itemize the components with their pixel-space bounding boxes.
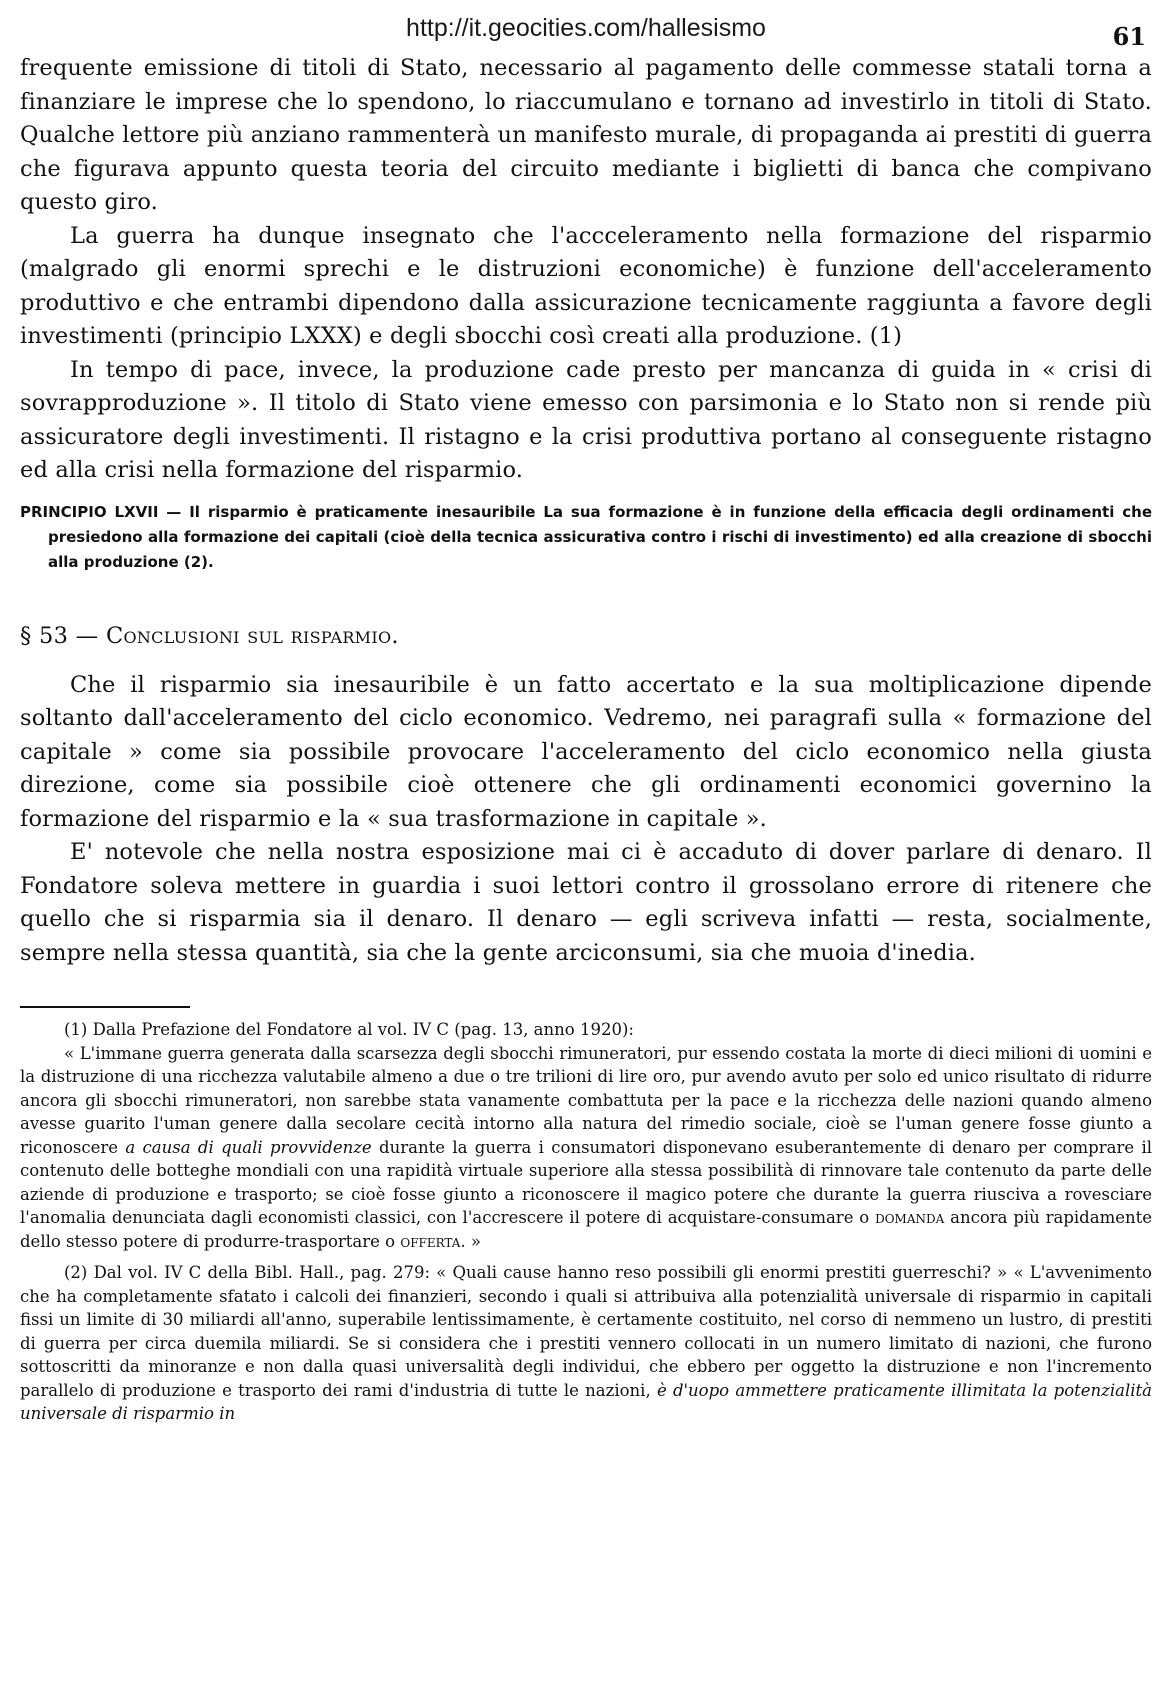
footnote-1-italic: a causa di quali provvidenze [125, 1137, 372, 1157]
footnote-1-heading: (1) Dalla Prefazione del Fondatore al vol. IV C (pag. 13, anno 1920): [64, 1020, 634, 1039]
paragraph-peace-time: In tempo di pace, invece, la produzione cade presto per mancanza di guida in « crisi di sovrapproduzione ». Il titolo di Stato viene emesso con parsimonia e lo Stato non si rende più assicuratore degli investimenti. Il ristagno e la crisi produttiva portano al conseguente ristagno ed alla crisi nella formazione del risparmio. [20, 356, 1152, 483]
section-heading [20, 623, 1152, 649]
footnote-2-text: (2) Dal vol. IV C della Bibl. Hall., pag. 279: « Quali cause hanno reso possibili gli enormi prestiti guerreschi? » « L'avvenimento che ha completamente sfatato i calcoli dei finanzieri, secondo i quali si attribuiva alla potenzialità universale di risparmio in capitali fissi un limite di 30 miliardi all'anno, superabile lentissimamente, è certamente costituito, nel corso di nemmeno un lustro, di prestiti di guerra per circa duemila miliardi. Se si considera che i prestiti vennero collocati in un numero limitato di nazioni, che furono sottoscritti da minoranze e non dalla quasi universalità degli individui, che ebbero per oggetto la distruzione e non l'incremento parallelo di produzione e trasporto dei rami d'industria di tutte le nazioni, [20, 1263, 1152, 1400]
page-header [20, 8, 1152, 52]
footnote-1-domanda: domanda [875, 1208, 945, 1227]
footnote-1-offerta: offerta. » [400, 1231, 482, 1251]
section-text [20, 669, 1152, 971]
main-text [20, 52, 1152, 488]
paragraph-conclusion-2: E' notevole che nella nostra esposizione mai ci è accaduto di dover parlare di denaro. Il Fondatore soleva mettere in guardia i suoi lettori contro il grossolano errore di ritenere che quello che si risparmia sia il denaro. Il denaro — egli scriveva infatti — resta, socialmente, sempre nella stessa quantità, sia che la gente arciconsumi, sia che muoia d'inedia. [20, 839, 1152, 966]
footnote-divider [20, 1006, 190, 1008]
section-title: Conclusioni sul risparmio. [105, 622, 399, 649]
footnote-1-text-b: durante la guerra i consumatori disponevano esuberantemente di denaro per comprare il contenuto delle botteghe mondiali con una rapidità virtuale superiore alla stessa possibilità di rinnovare tale contenuto da parte delle aziende di produzione e trasporto; se cioè fosse giunto a riconoscere il magico potere che durante la guerra riusciva a rovesciare l'anomalia denunciata dagli economisti classici, con l'accrescere il potere di acquistare-consumare o [20, 1137, 1153, 1227]
footnote-2-italic: è d'uopo ammettere praticamente illimitata la potenzialità universale di risparmio in [20, 1380, 1152, 1423]
footnote-1-quote [20, 1042, 1152, 1254]
paragraph-conclusion-1: Che il risparmio sia inesauribile è un fatto accertato e la sua moltiplicazione dipende soltanto dall'acceleramento del ciclo economico. Vedremo, nei paragrafi sulla « formazione del capitale » come sia possibile provocare l'acceleramento del ciclo economico nella giusta direzione, come sia possibile cioè ottenere che gli ordinamenti economici governino la formazione del risparmio e la « sua trasformazione in capitale ». [20, 671, 1152, 832]
source-url: http://it.geocities.com/hallesismo [406, 14, 766, 42]
footnote-1-text-a: « L'immane guerra generata dalla scarsezza degli sbocchi rimuneratori, pur essendo costata la morte di dieci milioni di uomini e la distruzione di una ricchezza valutabile almeno a due o tre trilioni di lire oro, pur avendo avuto per solo ed unico risultato di ridurre ancora gli sbocchi rimuneratori, non sarebbe stata vanamente combattuta per la pace e la ricchezza delle nazioni quando almeno avesse guarito l'uman genere dalla secolare cecità intorno alla natura del rimedio sociale, cioè se l'uman genere fosse giunto a riconoscere [20, 1043, 1152, 1157]
footnote-2 [20, 1261, 1152, 1426]
paragraph-continuation: frequente emissione di titoli di Stato, necessario al pagamento delle commesse statali torna a finanziare le imprese che lo spendono, lo riaccumulano e tornano ad investirlo in titoli di Stato. Qualche lettore più anziano rammenterà un manifesto murale, di propaganda ai prestiti di guerra che figurava appunto questa teoria del circuito mediante i biglietti di banca che compivano questo giro. [20, 55, 1153, 215]
principle-lxvii: PRINCIPIO LXVII — Il risparmio è praticamente inesauribile La sua formazione è in funzione della efficacia degli ordinamenti che presiedono alla formazione dei capitali (cioè della tecnica assicurativa contro i rischi di investimento) ed alla creazione di sbocchi alla produzione (2). [20, 502, 1152, 571]
page-number: 61 [1112, 22, 1146, 51]
paragraph-war-lesson: La guerra ha dunque insegnato che l'accceleramento nella formazione del risparmio (malgrado gli enormi sprechi e le distruzioni economiche) è funzione dell'acceleramento produttivo e che entrambi dipendono dalla assicurazione tecnicamente raggiunta a favore degli investimenti (principio LXXX) e degli sbocchi così creati alla produzione. (1) [20, 222, 1152, 349]
section-number: § 53 — [20, 622, 99, 649]
footnotes [20, 1018, 1152, 1426]
footnote-1-text-c: ancora più rapidamente dello stesso potere di produrre-trasportare o [20, 1208, 1153, 1251]
